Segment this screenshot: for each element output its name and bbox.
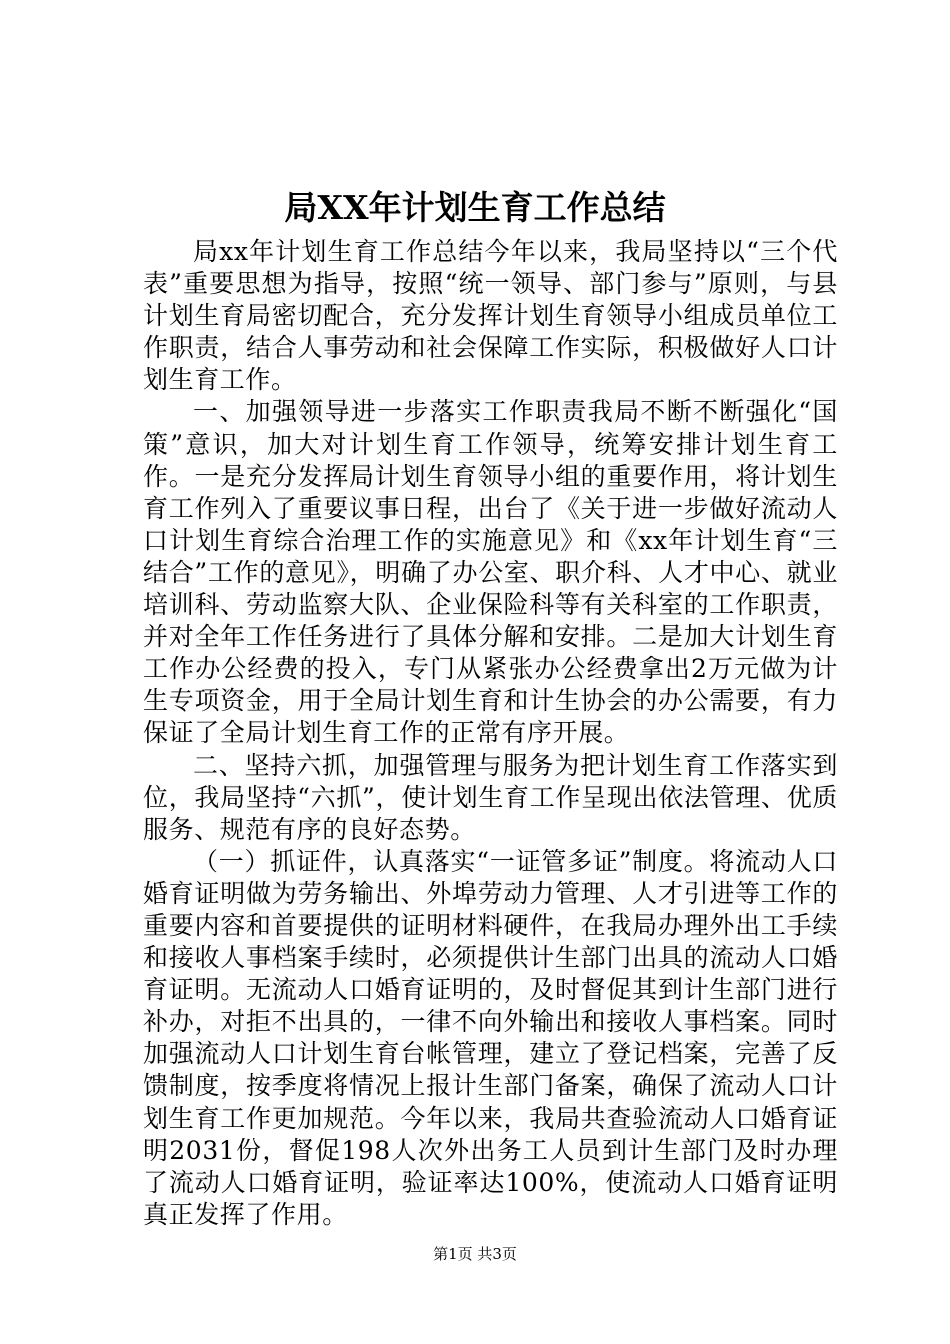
paragraph-section-2: 二、坚持六抓，加强管理与服务为把计划生育工作落实到位，我局坚持“六抓”，使计划生育工作呈现出依法管理、优质服务、规范有序的良好态势。 <box>143 750 838 844</box>
paragraph-subsection-1: （一）抓证件，认真落实“一证管多证”制度。将流动人口婚育证明做为劳务输出、外埠劳动力管理、人才引进等工作的重要内容和首要提供的证明材料硬件，在我局办理外出工手续和接收人事档案手续时，必须提供计生部门出具的流动人口婚育证明。无流动人口婚育证明的，及时督促其到计生部门进行补办，对拒不出具的，一律不向外输出和接收人事档案。同时加强流动人口计划生育台帐管理，建立了登记档案，完善了反馈制度，按季度将情况上报计生部门备案，确保了流动人口计划生育工作更加规范。今年以来，我局共查验流动人口婚育证明2031份，督促198人次外出务工人员到计生部门及时办理了流动人口婚育证明，验证率达100%，使流动人口婚育证明真正发挥了作用。 <box>143 846 838 1229</box>
document-title: 局XX年计划生育工作总结 <box>284 188 666 227</box>
paragraph-intro: 局xx年计划生育工作总结今年以来，我局坚持以“三个代表”重要思想为指导，按照“统一领导、部门参与”原则，与县计划生育局密切配合，充分发挥计划生育领导小组成员单位工作职责，结合人事劳动和社会保障工作实际，积极做好人口计划生育工作。 <box>143 237 838 395</box>
page-footer: 第1页 共3页 <box>433 1245 517 1263</box>
paragraph-section-1: 一、加强领导进一步落实工作职责我局不断不断强化“国策”意识，加大对计划生育工作领导，统筹安排计划生育工作。一是充分发挥局计划生育领导小组的重要作用，将计划生育工作列入了重要议事日程，出台了《关于进一步做好流动人口计划生育综合治理工作的实施意见》和《xx年计划生育“三结合”工作的意见》，明确了办公室、职介科、人才中心、就业培训科、劳动监察大队、企业保险科等有关科室的工作职责，并对全年工作任务进行了具体分解和安排。二是加大计划生育工作办公经费的投入，专门从紧张办公经费拿出2万元做为计生专项资金，用于全局计划生育和计生协会的办公需要，有力保证了全局计划生育工作的正常有序开展。 <box>143 397 838 748</box>
document-body <box>143 236 838 1231</box>
